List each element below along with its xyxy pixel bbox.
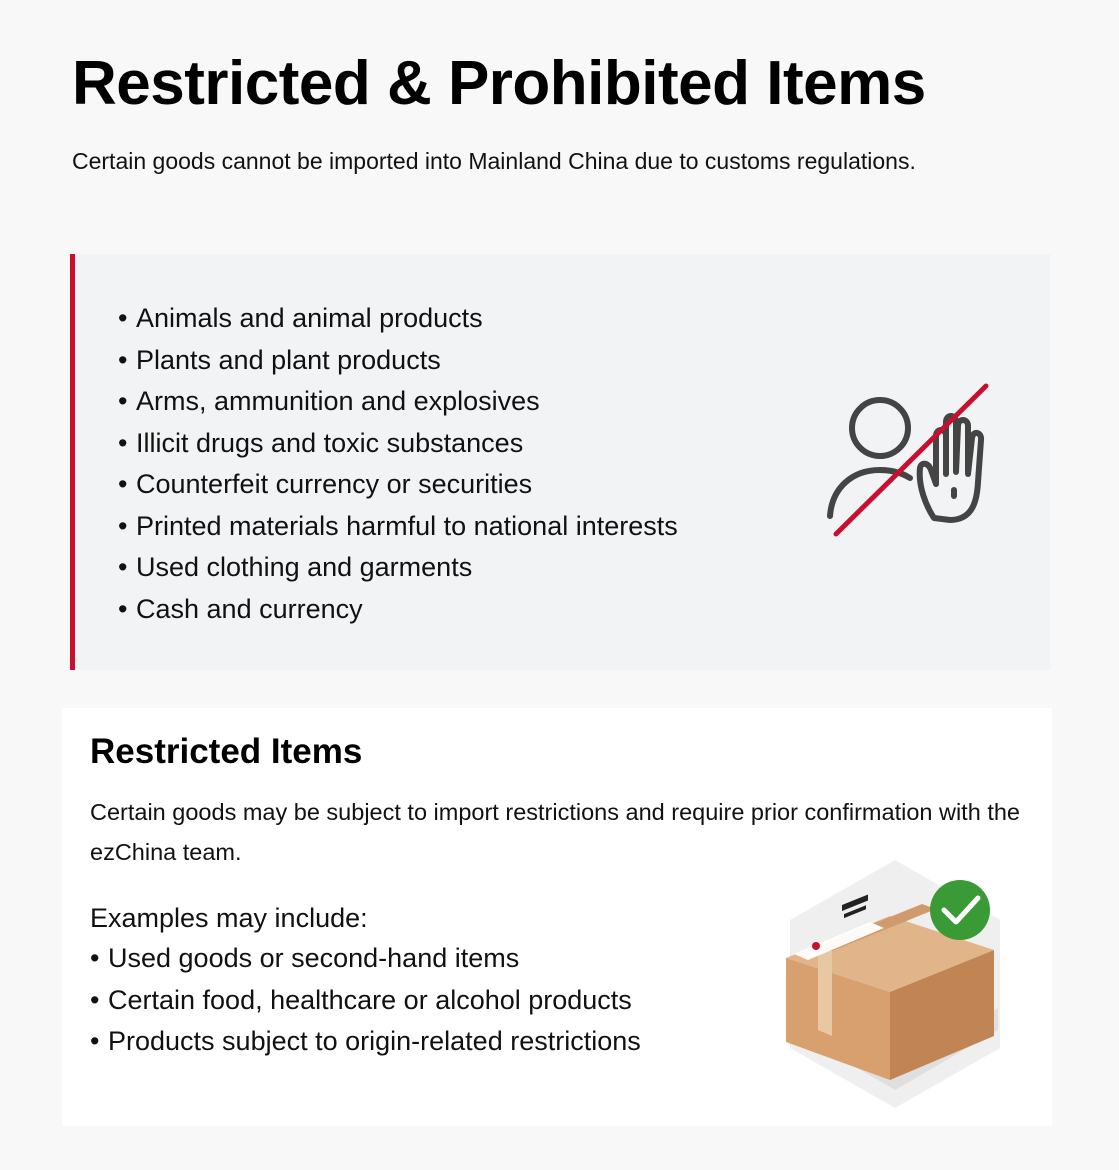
list-item-text: Used goods or second-hand items <box>108 943 520 973</box>
bullet: • <box>118 427 128 458</box>
prohibited-items-list <box>118 298 678 630</box>
restricted-description: Certain goods may be subject to import restrictions and require prior confirmation with the ezChina team. <box>90 799 1020 865</box>
bullet: • <box>118 552 128 582</box>
bullet: • <box>118 303 128 333</box>
bullet: • <box>90 984 100 1015</box>
list-item <box>118 547 678 589</box>
panel-accent-bar <box>70 254 75 670</box>
no-entry-hand-icon <box>822 378 1002 542</box>
list-item <box>118 506 678 548</box>
restricted-items-card <box>62 708 1052 1126</box>
prohibited-items-panel <box>70 254 1050 670</box>
list-item <box>118 381 678 423</box>
list-item-text: Plants and plant products <box>136 344 441 375</box>
list-item-text: Used clothing and garments <box>136 552 473 582</box>
page-title: Restricted & Prohibited Items <box>72 49 926 118</box>
bullet: • <box>118 386 128 416</box>
list-item-text: Illicit drugs and toxic substances <box>136 427 524 458</box>
list-item <box>90 938 641 980</box>
list-item <box>118 589 678 631</box>
list-item-text: Certain food, healthcare or alcohol products <box>108 984 632 1015</box>
intro-text: Certain goods cannot be imported into Mainland China due to customs regulations. <box>72 148 916 174</box>
list-item <box>90 980 641 1022</box>
approved-package-icon <box>780 858 1010 1108</box>
list-item <box>118 423 678 465</box>
list-item <box>90 1021 641 1063</box>
list-item-text: Animals and animal products <box>136 303 483 333</box>
bullet: • <box>118 469 128 499</box>
list-item-text: Products subject to origin-related restrictions <box>108 1026 641 1056</box>
section-title: Restricted Items <box>90 732 363 771</box>
bullet: • <box>90 943 100 973</box>
bullet: • <box>90 1026 100 1056</box>
list-item-text: Printed materials harmful to national interests <box>136 510 678 541</box>
bullet: • <box>118 510 128 541</box>
bullet: • <box>118 344 128 375</box>
list-item-text: Cash and currency <box>136 593 363 624</box>
list-item-text: Arms, ammunition and explosives <box>136 386 540 416</box>
bullet: • <box>118 593 128 624</box>
list-item <box>118 298 678 340</box>
restricted-items-list <box>90 938 641 1063</box>
examples-heading: Examples may include: <box>90 903 368 933</box>
list-item <box>118 464 678 506</box>
list-item <box>118 340 678 382</box>
list-item-text: Counterfeit currency or securities <box>136 469 533 499</box>
